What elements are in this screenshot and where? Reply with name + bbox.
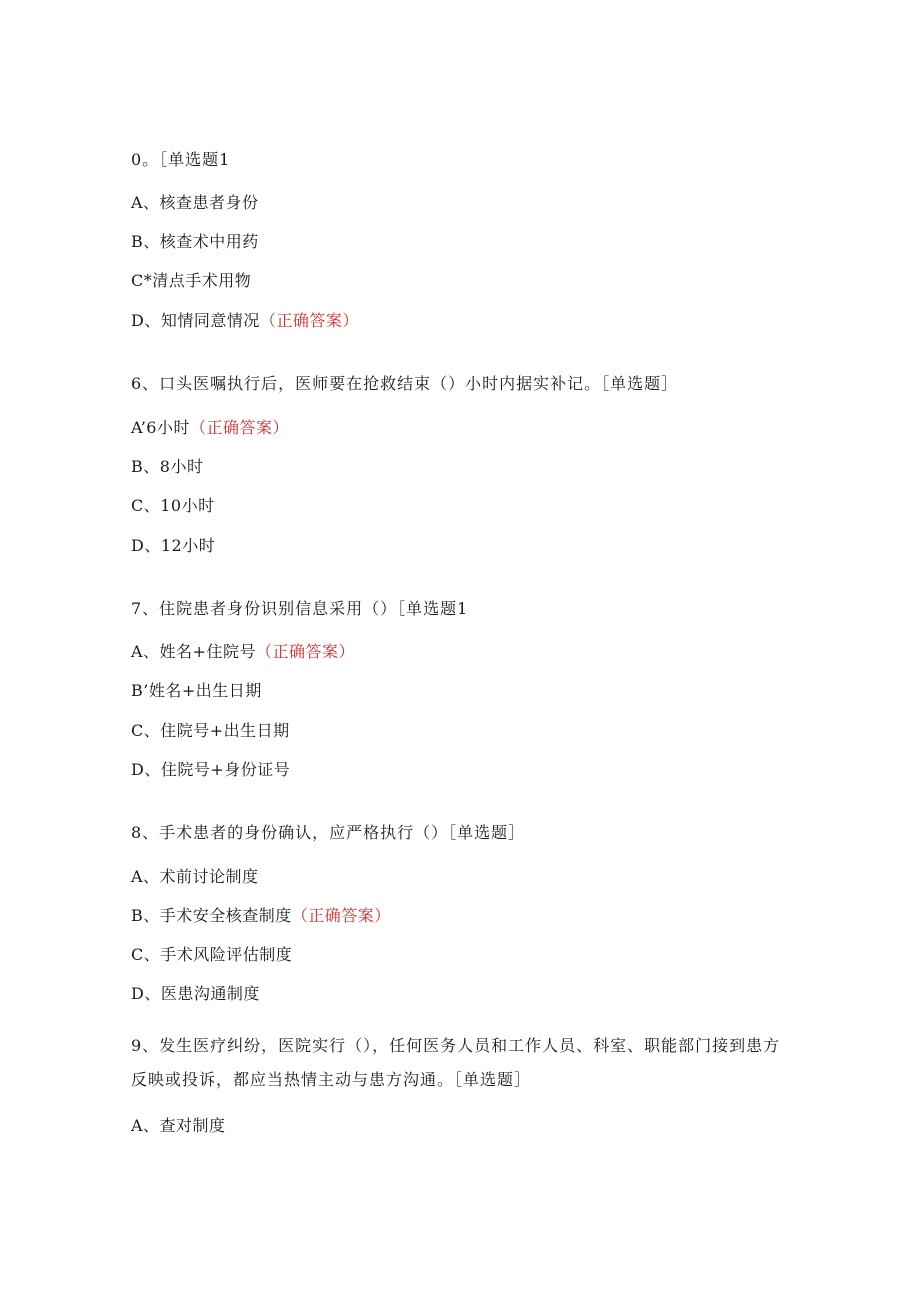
question-8-stem [131, 822, 525, 844]
option-6c [131, 495, 215, 517]
option-9a [131, 1115, 226, 1137]
option-6b [131, 456, 203, 478]
option-text: D、住院号+身份证号 [131, 760, 291, 779]
question-text: 6、口头医嘱执行后，医师要在抢救结束（）小时内据实补记。［单选题］ [131, 374, 679, 393]
correct-answer-mark: （正确答案） [255, 642, 355, 661]
option-text: A、查对制度 [131, 1116, 226, 1135]
option-7c [131, 720, 290, 742]
option-text: A、术前讨论制度 [131, 867, 259, 886]
option-text: C、10小时 [131, 496, 215, 515]
option-7b [131, 680, 262, 702]
option-7a [131, 641, 355, 663]
option-8d [131, 983, 260, 1005]
correct-answer-mark: （正确答案） [259, 311, 359, 330]
question-text: 7、住院患者身份识别信息采用（）［单选题1 [131, 599, 469, 618]
option-6d [131, 535, 215, 557]
option-text: B、8小时 [131, 457, 204, 476]
option-8a [131, 866, 259, 888]
question-9-stem [131, 1029, 791, 1097]
question-7-stem [131, 598, 468, 620]
option-text: D、12小时 [131, 536, 216, 555]
correct-answer-mark: （正确答案） [291, 906, 391, 925]
option-text: C、手术风险评估制度 [131, 945, 293, 964]
question-text: 8、手术患者的身份确认，应严格执行（）［单选题］ [131, 823, 526, 842]
option-text: D、知情同意情况 [131, 311, 260, 330]
option-8c [131, 944, 292, 966]
option-text: C、住院号+出生日期 [131, 721, 290, 740]
option-text: B’姓名+出生日期 [131, 681, 262, 700]
question-text: 0。［单选题1 [131, 150, 231, 169]
option-text: A’6小时 [131, 418, 190, 437]
option-5a [131, 192, 259, 214]
option-text: C*清点手术用物 [131, 271, 252, 290]
option-7d [131, 759, 290, 781]
option-5c [131, 270, 251, 292]
option-text: A、姓名+住院号 [131, 642, 256, 661]
option-text: B、手术安全核查制度 [131, 906, 292, 925]
question-5-stem [131, 149, 230, 171]
option-5b [131, 231, 259, 253]
option-text: A、核查患者身份 [131, 193, 259, 212]
correct-answer-mark: （正确答案） [189, 418, 289, 437]
option-8b [131, 905, 391, 927]
option-5d [131, 310, 359, 332]
question-6-stem [131, 373, 678, 395]
option-6a [131, 417, 289, 439]
question-text: 9、发生医疗纠纷，医院实行（），任何医务人员和工作人员、科室、职能部门接到患方反映或投诉，都应当热情主动与患方沟通。［单选题］ [131, 1036, 781, 1089]
option-text: D、医患沟通制度 [131, 984, 260, 1003]
option-text: B、核查术中用药 [131, 232, 259, 251]
